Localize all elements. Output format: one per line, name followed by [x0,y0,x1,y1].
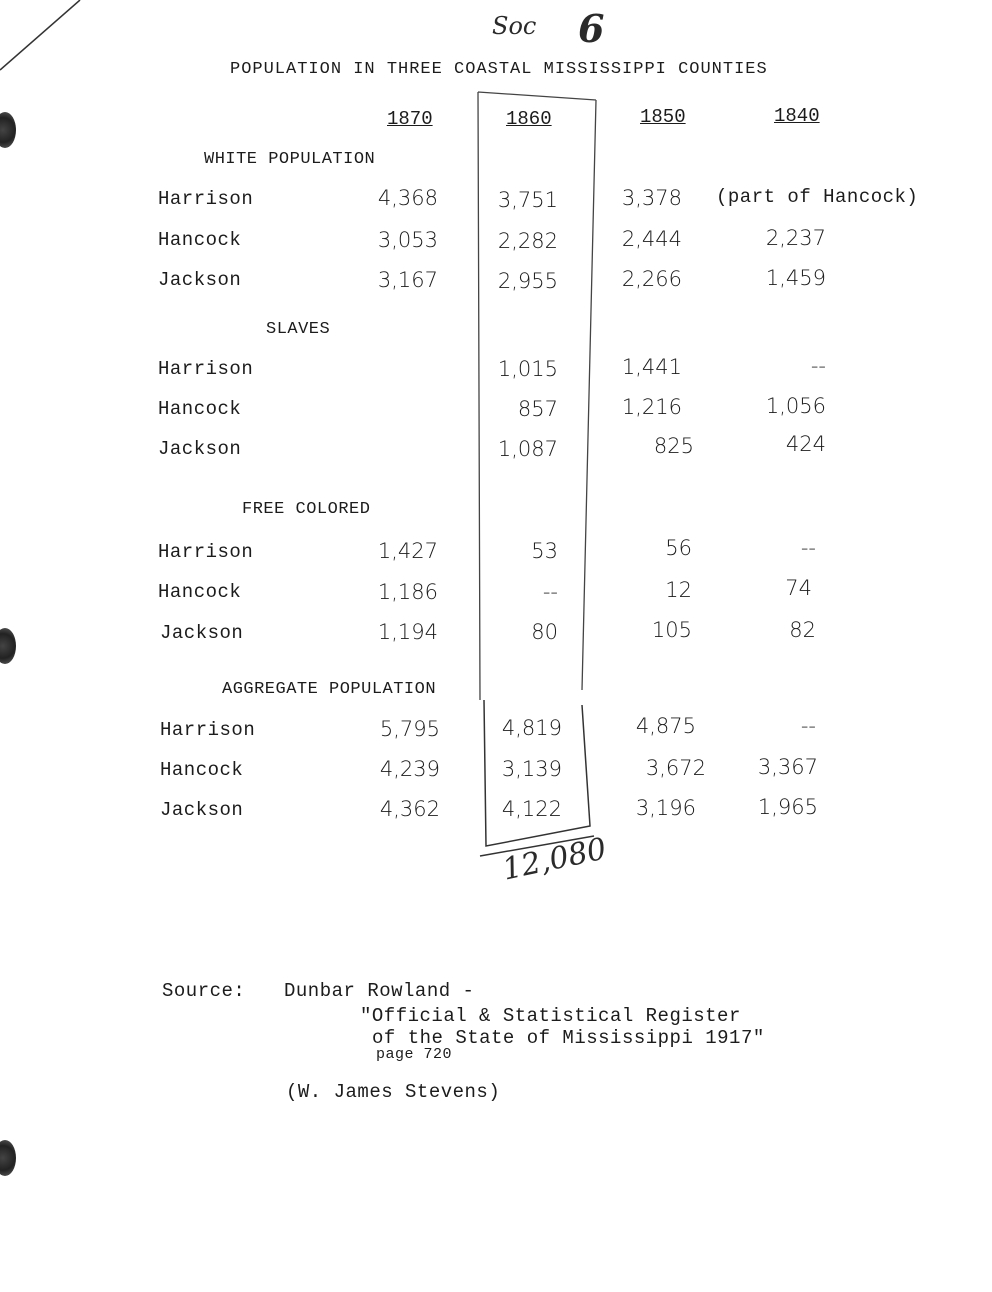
cell-value: -- [800,536,816,560]
cell-value: 3,672 [645,756,706,780]
cell-value: 857 [517,397,558,421]
row-label-jackson: Jackson [160,799,244,821]
cell-value: -- [800,714,816,738]
source-work-line1: "Official & Statistical Register [360,1005,741,1027]
cell-value: 1,056 [765,394,826,418]
year-header-1840: 1840 [774,105,820,127]
cell-value: 1,186 [377,580,438,604]
cell-value: 1,216 [621,395,682,419]
section-heading-free-colored: FREE COLORED [242,500,371,519]
cell-value: 424 [785,432,826,456]
handwritten-total: 12,080 [499,831,610,888]
source-author: Dunbar Rowland - [284,980,475,1002]
cell-value: 4,239 [379,757,440,781]
cell-value: 56 [665,536,692,560]
section-heading-slaves: SLAVES [266,320,331,339]
section-heading-aggregate: AGGREGATE POPULATION [222,680,437,699]
cell-value: 2,266 [621,267,682,291]
cell-value: 2,955 [497,269,558,293]
cell-value: 4,819 [501,716,562,740]
row-label-harrison: Harrison [158,358,254,380]
cell-value: 1,459 [765,266,826,290]
cell-value: 3,367 [757,755,818,779]
cell-value: 3,139 [501,757,562,781]
cell-value: 3,196 [635,796,696,820]
cell-value: 4,122 [501,797,562,821]
cell-value: 74 [785,576,812,600]
row-label-jackson: Jackson [158,269,242,291]
year-header-1850: 1850 [640,106,686,128]
row-label-harrison: Harrison [160,719,256,741]
cell-value: 4,362 [379,797,440,821]
row-label-harrison: Harrison [158,188,254,210]
cell-value: 2,237 [765,226,826,250]
cell-value: 3,751 [497,188,558,212]
source-page: page 720 [376,1046,453,1063]
cell-value: 5,795 [379,717,440,741]
row-label-jackson: Jackson [160,622,244,644]
cell-value: 2,282 [497,229,558,253]
cell-value: 82 [789,618,816,642]
section-heading-white: WHITE POPULATION [204,150,376,169]
cell-value: 1,441 [621,355,682,379]
cell-value: -- [542,580,558,604]
cell-value: 825 [653,434,694,458]
header-note: Soc [492,12,537,40]
cell-value: 1,427 [377,539,438,563]
cell-value: 1,015 [497,357,558,381]
cell-value: 53 [531,539,558,563]
cell-value: 1,194 [377,620,438,644]
page-title: POPULATION IN THREE COASTAL MISSISSIPPI COUNTIES [230,60,768,79]
cell-value: 3,378 [621,186,682,210]
corner-line [0,0,80,70]
column-highlight-box [478,92,596,700]
cell-value: 1,965 [757,795,818,819]
year-header-1860: 1860 [506,108,552,130]
compiler-credit: (W. James Stevens) [286,1081,501,1103]
row-label-hancock: Hancock [160,759,244,781]
cell-value: 4,875 [635,714,696,738]
cell-value: 3,053 [377,228,438,252]
row-label-harrison: Harrison [158,541,254,563]
cell-value: (part of Hancock) [716,186,919,208]
year-header-1870: 1870 [387,108,433,130]
cell-value: 2,444 [621,227,682,251]
cell-value: 3,167 [377,268,438,292]
header-number: 6 [578,6,605,51]
cell-value: -- [810,354,826,378]
cell-value: 4,368 [377,186,438,210]
row-label-hancock: Hancock [158,398,242,420]
cell-value: 80 [531,620,558,644]
source-work-line2: of the State of Mississippi 1917" [372,1027,765,1049]
row-label-hancock: Hancock [158,581,242,603]
row-label-hancock: Hancock [158,229,242,251]
cell-value: 12 [665,578,692,602]
source-label: Source: [162,980,246,1002]
cell-value: 105 [651,618,692,642]
row-label-jackson: Jackson [158,438,242,460]
cell-value: 1,087 [497,437,558,461]
